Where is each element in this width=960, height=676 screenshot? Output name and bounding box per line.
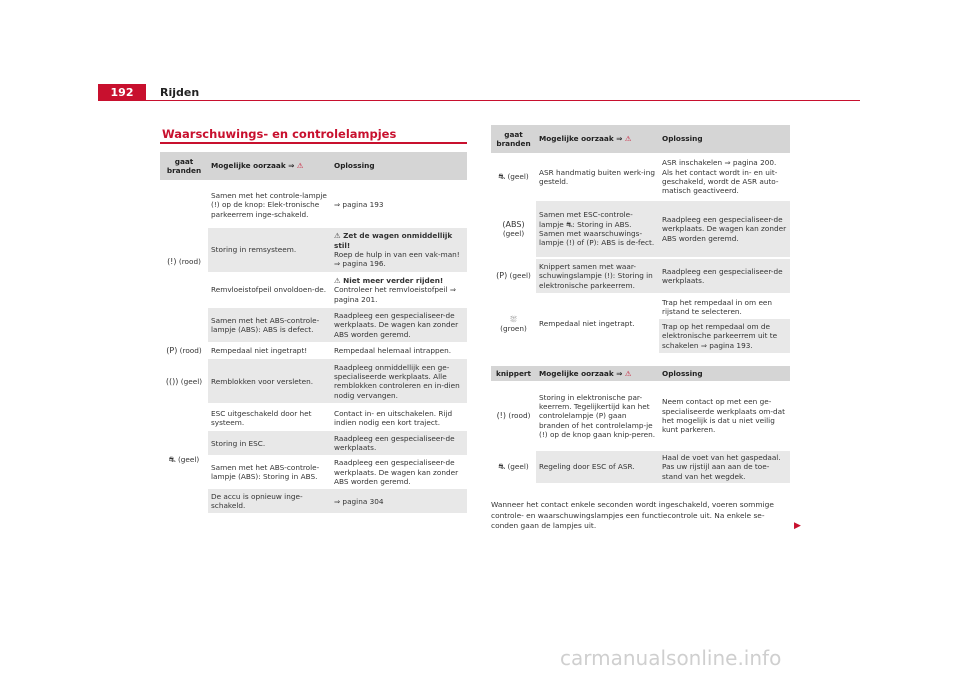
- table-row: [160, 343, 467, 358]
- section-title: Waarschuwings- en controlelampjes: [162, 127, 397, 141]
- solution-cell: Raadpleeg een gespecialiseer-de werkplaats.: [659, 258, 790, 294]
- col-header-solution: Oplossing: [659, 125, 790, 154]
- cause-cell: Knippert samen met waar-schuwingslampje (!): Storing in elektronische parkeerrem.: [536, 258, 659, 294]
- solution-cell: ASR inschakelen ⇒ pagina 200. Als het contact wordt in- en uit-geschakeld, wordt de ASR auto-matisch geactiveerd.: [659, 154, 790, 200]
- table-row: [491, 382, 790, 450]
- esc-skid-icon: ⛐: [168, 454, 176, 464]
- cause-cell: Remvloeistofpeil onvoldoen-de.: [208, 272, 331, 308]
- col-header-when: gaat branden: [160, 152, 208, 181]
- cause-cell: Storing in ESC.: [208, 431, 331, 455]
- cause-cell: Samen met het controle-lampje (!) op de knop: Elek-tronische parkeerrem inge-schakeld.: [208, 181, 331, 228]
- cause-cell: Rempedaal niet ingetrapt!: [208, 343, 331, 358]
- table-row: [160, 358, 467, 404]
- solution-cell: Haal de voet van het gaspedaal. Pas uw rijstijl aan aan de toe-stand van het wegdek.: [659, 450, 790, 483]
- col-header-cause: Mogelijke oorzaak ⇒ ⚠: [536, 125, 659, 154]
- col-header-solution: Oplossing: [331, 152, 467, 181]
- cause-cell: De accu is opnieuw inge-schakeld.: [208, 489, 331, 513]
- solution-cell: Raadpleeg onmiddellijk een ge-specialiseerde werkplaats. Alle remblokken controleren en in-dien nodig vervangen.: [331, 358, 467, 404]
- solution-cell: Raadpleeg een gespecialiseer-de werkplaats.: [331, 431, 467, 455]
- section-rule: [160, 142, 467, 144]
- lamp-cell: (P) (rood): [160, 343, 208, 358]
- brake-pedal-icon: (P): [166, 346, 178, 355]
- col-header-solution: Oplossing: [659, 366, 790, 382]
- continue-arrow-icon: ▶: [794, 521, 801, 531]
- cause-cell: Storing in remsysteem.: [208, 228, 331, 272]
- cause-cell: Rempedaal niet ingetrapt.: [536, 294, 659, 353]
- warning-triangle-icon: ⚠: [624, 134, 632, 144]
- brake-warning-icon: (!): [496, 411, 507, 421]
- watermark: carmanualsonline.info: [560, 646, 782, 670]
- table-row: [160, 181, 467, 228]
- lamp-cell: (!) (rood): [491, 382, 536, 450]
- col-header-cause: Mogelijke oorzaak ⇒ ⚠: [536, 366, 659, 382]
- lamp-cell: ⛐ (geel): [491, 450, 536, 483]
- brake-pad-icon: (()): [165, 376, 179, 386]
- cause-cell: Samen met het ABS-controle-lampje (ABS): Storing in ABS.: [208, 455, 331, 489]
- cause-cell: Regeling door ESC of ASR.: [536, 450, 659, 483]
- left-lamp-table: [160, 152, 467, 513]
- solution-cell: Contact in- en uitschakelen. Rijd indien nodig een kort traject.: [331, 404, 467, 431]
- chapter-title: Rijden: [160, 86, 200, 99]
- lamp-cell: ⛐ (geel): [160, 404, 208, 513]
- brake-pedal-green-icon: ⛆: [510, 314, 517, 324]
- lamp-cell: (ABS) (geel): [491, 200, 536, 258]
- solution-cell: Raadpleeg een gespecialiseer-de werkplaats. De wagen kan zonder ABS worden geremd.: [659, 200, 790, 258]
- page-number: 192: [98, 84, 146, 101]
- brake-warning-icon: (!): [167, 257, 177, 267]
- table-row: [160, 404, 467, 431]
- solution-cell: Neem contact op met een ge-specialiseerde werkplaats om-dat het mogelijk is dat u niet veilig kunt parkeren.: [659, 382, 790, 450]
- abs-icon: (ABS): [502, 219, 525, 229]
- cause-cell: Storing in elektronische par-keerrem. Tegelijkertijd kan het controlelampje (P) gaan branden of het controlelamp-je (!) op de knop gaan knip-peren.: [536, 382, 659, 450]
- solution-cell: Trap het rempedaal in om een rijstand te selecteren.: [659, 294, 790, 319]
- cause-cell: ESC uitgeschakeld door het systeem.: [208, 404, 331, 431]
- solution-cell: ⇒ pagina 193: [331, 181, 467, 228]
- col-header-cause: Mogelijke oorzaak ⇒ ⚠: [208, 152, 331, 181]
- solution-cell: Trap op het rempedaal om de elektronische parkeerrem uit te schakelen ⇒ pagina 193.: [659, 319, 790, 353]
- footnote-text: Wanneer het contact enkele seconden wordt ingeschakeld, voeren sommige controle- en waarschuwingslampjes een functiecontrole uit. Na enkele se-conden gaan de lampjes uit.: [491, 500, 774, 530]
- warning-triangle-icon: ⚠: [296, 161, 304, 171]
- right-bottom-lamp-table: [491, 366, 790, 483]
- solution-cell: Rempedaal helemaal intrappen.: [331, 343, 467, 358]
- table-row: [491, 450, 790, 483]
- asr-skid-icon: ⛐: [498, 172, 506, 182]
- col-header-flash: knippert: [491, 366, 536, 382]
- solution-cell: Raadpleeg een gespecialiseer-de werkplaats. De wagen kan zonder ABS worden geremd.: [331, 455, 467, 489]
- cause-cell: ASR handmatig buiten werk-ing gesteld.: [536, 154, 659, 200]
- warning-triangle-icon: ⚠: [624, 368, 632, 378]
- table-row: [491, 200, 790, 258]
- lamp-cell: ⛐ (geel): [491, 154, 536, 200]
- solution-cell: ⚠ Zet de wagen onmiddellijk stil! Roep de hulp in van een vak-man! ⇒ pagina 196.: [331, 228, 467, 272]
- lamp-cell: (()) (geel): [160, 358, 208, 404]
- table-row: [491, 154, 790, 200]
- cause-cell: Remblokken voor versleten.: [208, 358, 331, 404]
- header-rule: [146, 100, 860, 101]
- table-row: [491, 258, 790, 294]
- lamp-cell: (!) (rood): [160, 181, 208, 343]
- solution-cell: ⚠ Niet meer verder rijden! Controleer het remvloeistofpeil ⇒ pagina 201.: [331, 272, 467, 308]
- cause-cell: Samen met ESC-controle-lampje ⛐: Storing in ABS. Samen met waarschuwings-lampje (!) of (P): ABS is de-fect.: [536, 200, 659, 258]
- parking-brake-icon: (P): [496, 271, 508, 281]
- solution-cell: Raadpleeg een gespecialiseer-de werkplaats. De wagen kan zonder ABS worden geremd.: [331, 308, 467, 343]
- esc-skid-icon: ⛐: [498, 462, 506, 472]
- cause-cell: Samen met het ABS-controle-lampje (ABS): ABS is defect.: [208, 308, 331, 343]
- lamp-cell: (P) (geel): [491, 258, 536, 294]
- lamp-cell: ⛆ (groen): [491, 294, 536, 353]
- right-top-lamp-table: [491, 125, 790, 353]
- col-header-when: gaat branden: [491, 125, 536, 154]
- solution-cell: ⇒ pagina 304: [331, 489, 467, 513]
- table-row: [491, 294, 790, 319]
